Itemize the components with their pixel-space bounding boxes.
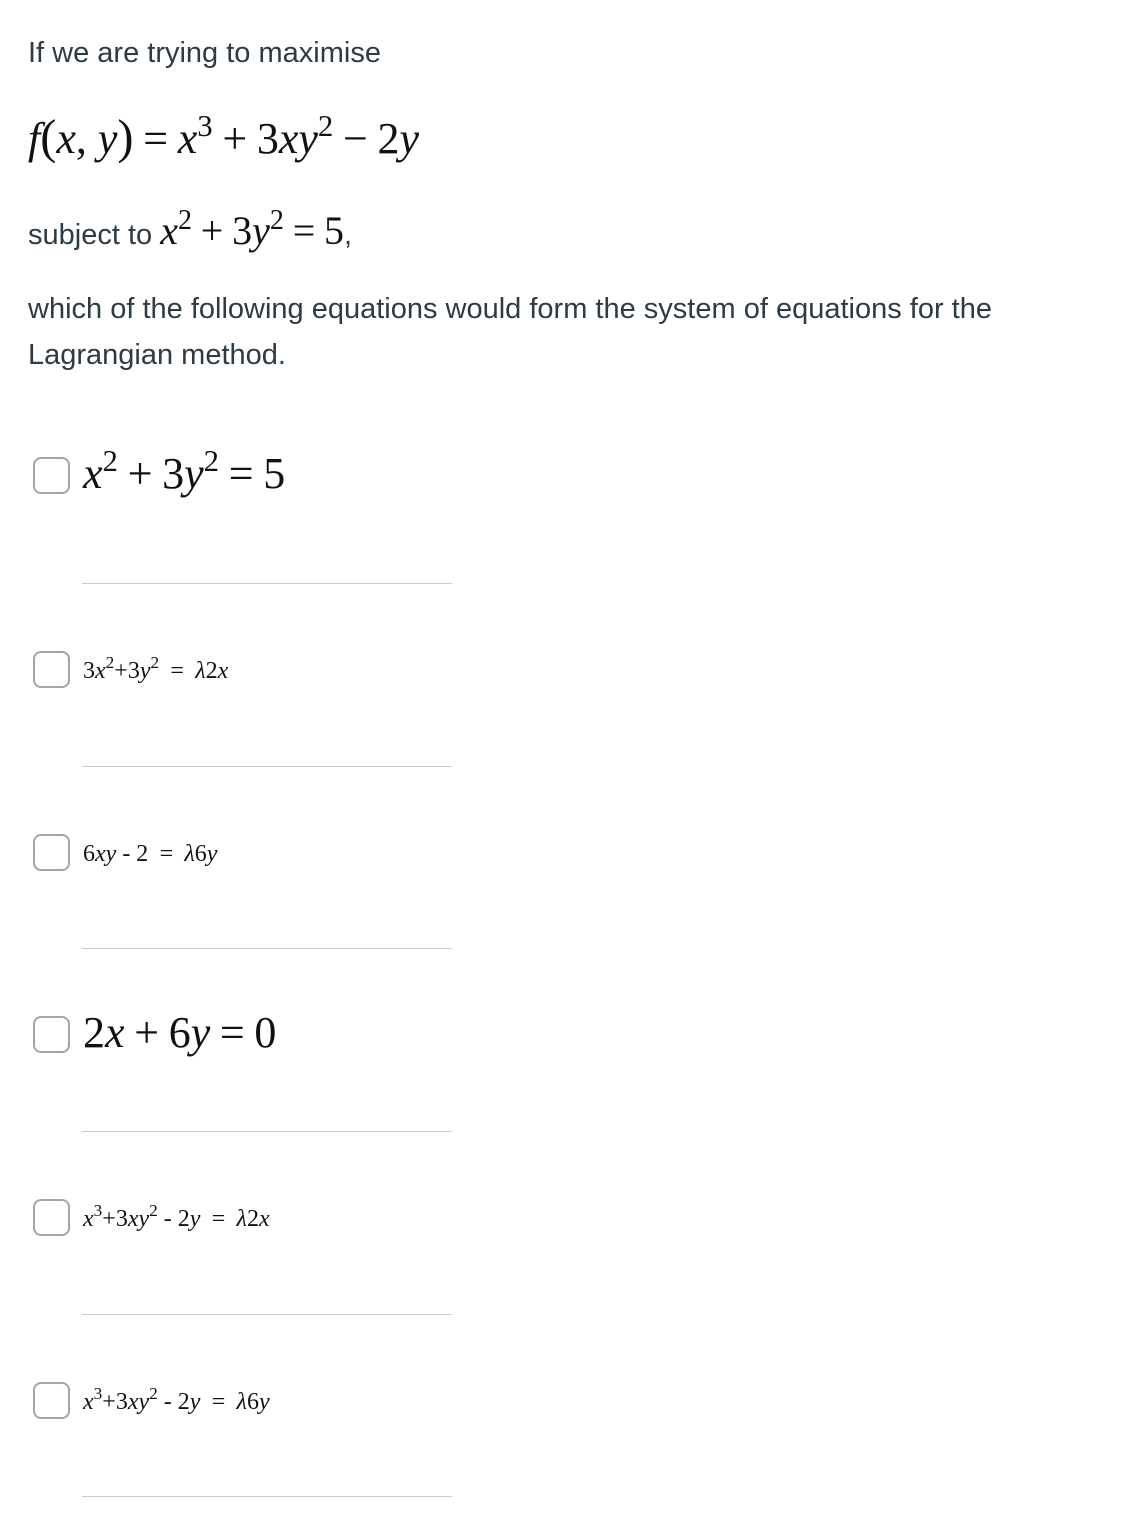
option-checkbox[interactable] [33,1382,70,1419]
option-checkbox[interactable] [33,457,70,494]
question-prompt: which of the following equations would form the system of equations for the Lagrangian method. [28,293,992,371]
objective-function: f(x, $y) = x^3 + 3xy^2 - 2y$ [28,109,419,164]
question-intro: If we are trying to maximise [28,37,381,69]
option-divider [82,948,452,949]
constraint-comma: , [344,219,353,251]
option-divider [82,1496,452,1497]
option-divider [82,1314,452,1315]
constraint-line [28,205,352,262]
option-equation: $x^2 + 3y^2 = 5$ [83,444,286,498]
option-checkbox[interactable] [33,834,70,871]
option-divider [82,1131,452,1132]
option-equation: $x^3+3xy^2 - 2y = \lambda 2x$ [83,1200,270,1232]
subject-to-label: subject to [28,219,153,251]
option-divider [82,766,452,767]
option-checkbox[interactable] [33,1016,70,1053]
option-equation: 2x + 6y = 0 [83,1008,277,1057]
constraint-equation: $x^2 + 3y^2 = 5$ [160,204,345,253]
option-equation: $x^3+3xy^2 - 2y = \lambda 6y$ [83,1383,270,1415]
option-equation: $3x^2+3y^2 = \lambda 2x$ [83,652,229,684]
option-checkbox[interactable] [33,651,70,688]
option-checkbox[interactable] [33,1199,70,1236]
option-equation: 6xy - 2 = λ6y [83,841,218,867]
option-divider [82,583,452,584]
